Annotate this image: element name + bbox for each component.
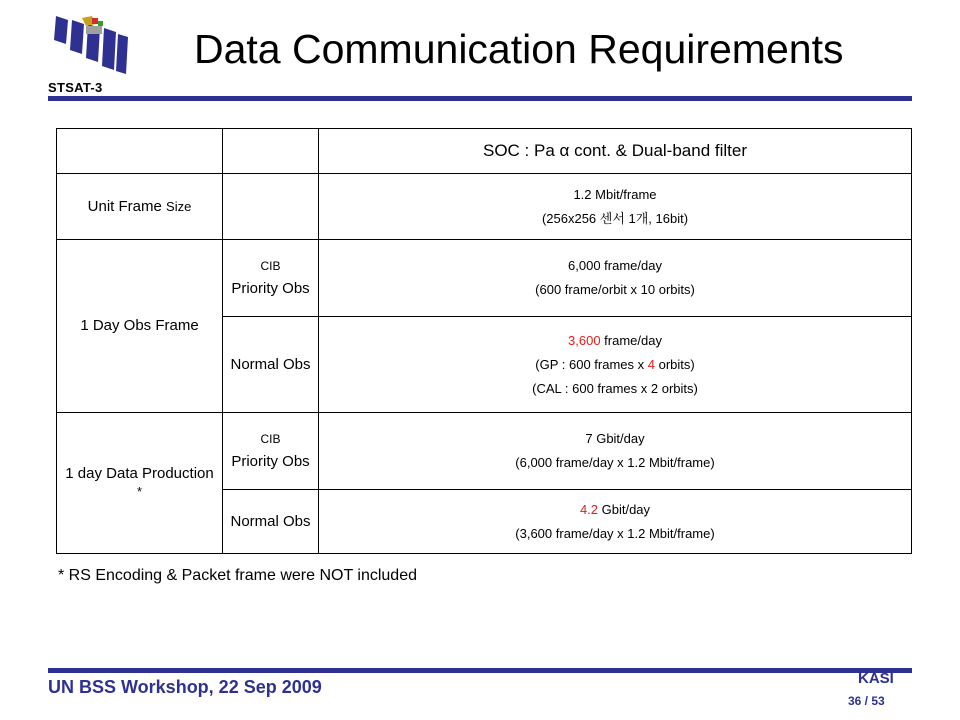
unit-frame-value [319, 174, 912, 240]
value-line: (3,600 frame/day x 1.2 Mbit/frame) [515, 525, 715, 541]
header-divider [48, 96, 912, 101]
data-production-text: 1 day Data Production [65, 465, 214, 482]
normal-obs-label: Normal Obs [230, 512, 311, 530]
value-line: 7 Gbit/day [585, 431, 645, 446]
value-line: 1.2 Mbit/frame [573, 186, 657, 202]
highlight-number: 4 [647, 356, 655, 372]
obs-normal-label [223, 317, 319, 413]
unit-frame-label-small: Size [166, 198, 192, 214]
cib-tag: CIB [260, 258, 281, 273]
unit-frame-label-main: Unit Frame [87, 197, 162, 215]
value-line: (600 frame/orbit x 10 orbits) [535, 282, 695, 297]
value-line: (256x256 센서 1개, 16bit) [541, 210, 689, 226]
table-row [57, 174, 912, 240]
value-text: Gbit/day [598, 501, 651, 517]
footnote-marker: * [136, 484, 143, 499]
prod-priority-value [319, 413, 912, 490]
soc-header: SOC : Pa α cont. & Dual-band filter [319, 129, 912, 174]
highlight-number: 3,600 [568, 332, 601, 348]
table-row [57, 129, 912, 174]
value-text: frame/day [600, 332, 662, 348]
obs-priority-label [223, 240, 319, 317]
table-row [57, 413, 912, 490]
value-line: (6,000 frame/day x 1.2 Mbit/frame) [515, 455, 715, 470]
page-title: Data Communication Requirements [194, 26, 844, 72]
value-text: (GP : 600 frames x [535, 356, 648, 372]
value-line: (CAL : 600 frames x 2 orbits) [532, 380, 698, 396]
priority-obs-label: Priority Obs [231, 452, 310, 470]
requirements-table [56, 128, 912, 554]
empty-cell [223, 174, 319, 240]
page-number: 36 / 53 [848, 694, 885, 708]
footer-org: KASI [858, 670, 894, 687]
cib-tag: CIB [260, 431, 281, 446]
footer-divider [48, 668, 912, 673]
value-line [323, 353, 907, 377]
footer-event: UN BSS Workshop, 22 Sep 2009 [48, 677, 322, 697]
prod-priority-label [223, 413, 319, 490]
prod-normal-label [223, 490, 319, 554]
table-corner-cell [223, 129, 319, 174]
table-corner-cell [57, 129, 223, 174]
footnote: * RS Encoding & Packet frame were NOT included [58, 567, 417, 584]
priority-obs-label: Priority Obs [231, 279, 310, 297]
obs-normal-value [319, 317, 912, 413]
unit-frame-label [57, 174, 223, 240]
obs-priority-value [319, 240, 912, 317]
highlight-number: 4.2 [579, 501, 599, 517]
value-line [323, 329, 907, 353]
logo-label: STSAT-3 [48, 80, 103, 95]
table-row [57, 240, 912, 317]
data-production-label [57, 413, 223, 554]
normal-obs-label: Normal Obs [230, 355, 311, 373]
value-text: orbits) [654, 356, 695, 372]
value-line: 6,000 frame/day [568, 258, 662, 273]
prod-normal-value [319, 490, 912, 554]
stsat-3-logo-icon [52, 14, 132, 78]
obs-frame-label: 1 Day Obs Frame [57, 240, 223, 413]
value-line [323, 498, 907, 522]
